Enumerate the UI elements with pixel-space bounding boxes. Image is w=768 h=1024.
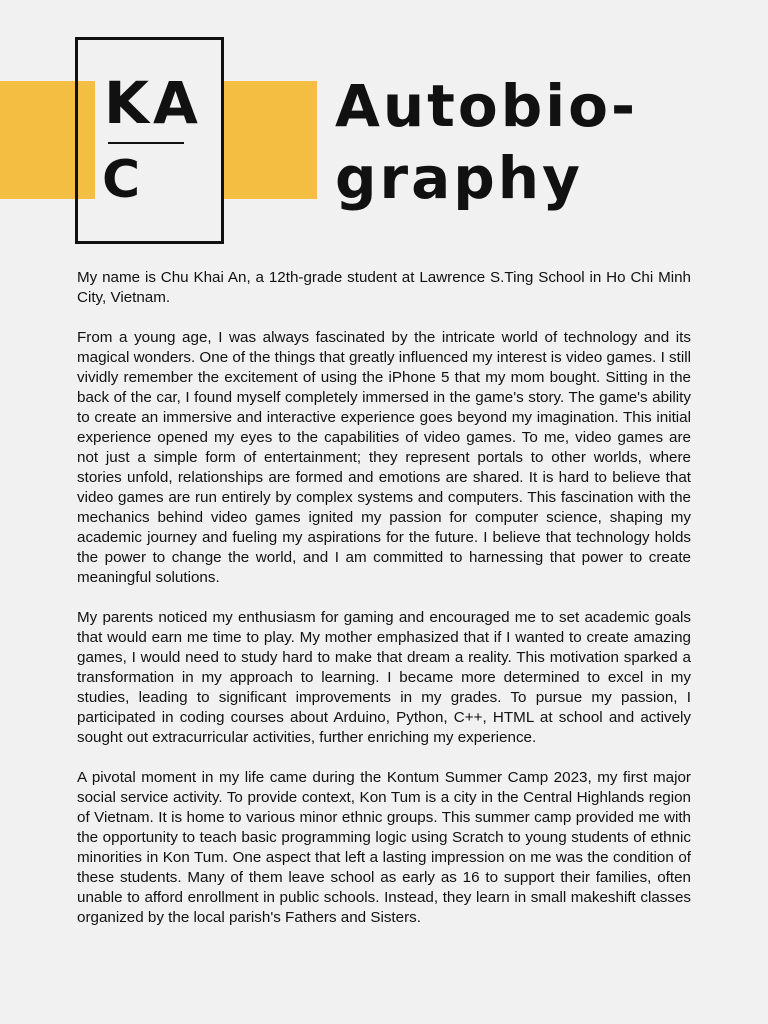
paragraph-intro: My name is Chu Khai An, a 12th-grade student at Lawrence S.Ting School in Ho Chi Minh City, Vietnam. — [77, 269, 691, 306]
page-title-line2: graphy — [335, 144, 583, 212]
document-body — [77, 268, 691, 948]
logo-initials-top: KA — [104, 69, 202, 137]
paragraph-summer-camp: A pivotal moment in my life came during the Kontum Summer Camp 2023, my first major social service activity. To provide context, Kon Tum is a city in the Central Highlands region of Vietnam. It is home to various minor ethnic groups. This summer camp provided me with the opportunity to teach basic programming logic using Scratch to young students of ethnic minorities in Kon Tum. One aspect that left a lasting impression on me was the condition of these students. Many of them leave school as early as 16 to support their families, often unable to afford enrollment in public schools. Instead, they learn in small makeshift classes organized by the local parish's Fathers and Sisters. — [77, 769, 691, 926]
page-title-line1: Autobio- — [335, 72, 639, 140]
logo-divider — [108, 142, 184, 144]
logo — [75, 37, 224, 244]
paragraph-parents: My parents noticed my enthusiasm for gaming and encouraged me to set academic goals that would earn me time to play. My mother emphasized that if I wanted to create amazing games, I would need to study hard to make that dream a reality. This motivation sparked a transformation in my approach to learning. I became more determined to excel in my studies, leading to significant improvements in my grades. To pursue my passion, I participated in coding courses about Arduino, Python, C++, HTML at school and actively sought out extracurricular activities, further enriching my experience. — [77, 609, 691, 746]
page-title — [335, 70, 638, 214]
paragraph-fascination: From a young age, I was always fascinated by the intricate world of technology and its magical wonders. One of the things that greatly influenced my interest is video games. I still vividly remember the excitement of using the iPhone 5 that my mom bought. Sitting in the back of the car, I found myself completely immersed in the game's story. The game's ability to create an immersive and interactive experience goes beyond my imagination. This initial experience opened my eyes to the capabilities of video games. To me, video games are not just a simple form of entertainment; they represent portals to other worlds, where stories unfold, relationships are formed and emotions are shared. It is hard to believe that video games are run entirely by complex systems and computers. This fascination with the mechanics behind video games ignited my passion for computer science, shaping my academic journey and fueling my aspirations for the future. I believe that technology holds the power to change the world, and I am committed to harnessing that power to create meaningful solutions. — [77, 329, 691, 586]
logo-initials-bottom: C — [102, 150, 141, 210]
accent-band-right — [222, 81, 317, 199]
